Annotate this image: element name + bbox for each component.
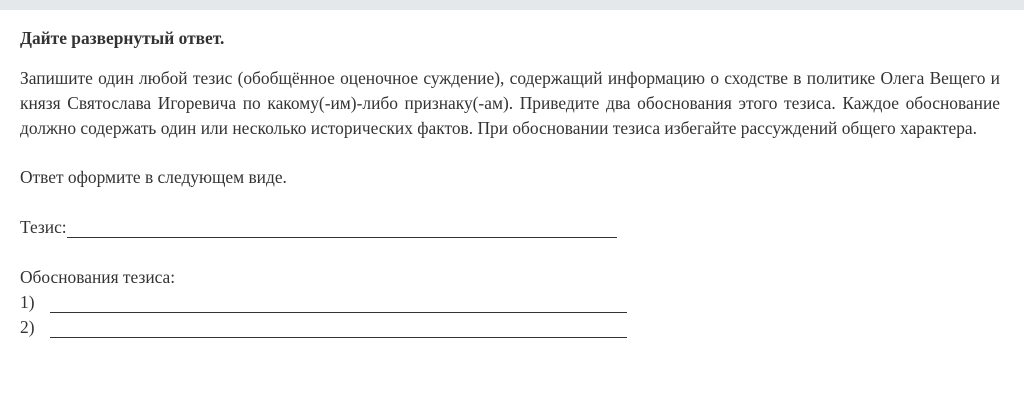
justification-number: 2) xyxy=(20,317,35,337)
task-content xyxy=(20,26,1000,340)
justification-row-2 xyxy=(20,315,1000,340)
thesis-label: Тезис: xyxy=(20,217,67,237)
task-heading: Дайте развернутый ответ. xyxy=(20,28,225,48)
justification-number: 1) xyxy=(20,292,35,312)
justification-row-1 xyxy=(20,290,1000,315)
top-bar xyxy=(0,0,1024,10)
justifications-label: Обоснования тезиса: xyxy=(20,267,176,287)
task-text: Запишите один любой тезис (обобщённое оценочное суждение), содержащий информацию о сходстве в политике Олега Вещего и князя Святослава Игоревича по какому(-им)-либо признаку(-ам). Приведите два обоснования этого тезиса. Каждое обоснование должно содержать один или несколько исторических фактов. При обосновании тезиса избегайте рассуждений общего характера. xyxy=(20,68,1000,138)
answer-format-instruction: Ответ оформите в следующем виде. xyxy=(20,167,287,187)
justification-answer-line xyxy=(50,336,627,338)
justification-answer-line xyxy=(50,311,627,313)
thesis-row xyxy=(20,215,1000,240)
thesis-answer-line xyxy=(67,236,617,238)
